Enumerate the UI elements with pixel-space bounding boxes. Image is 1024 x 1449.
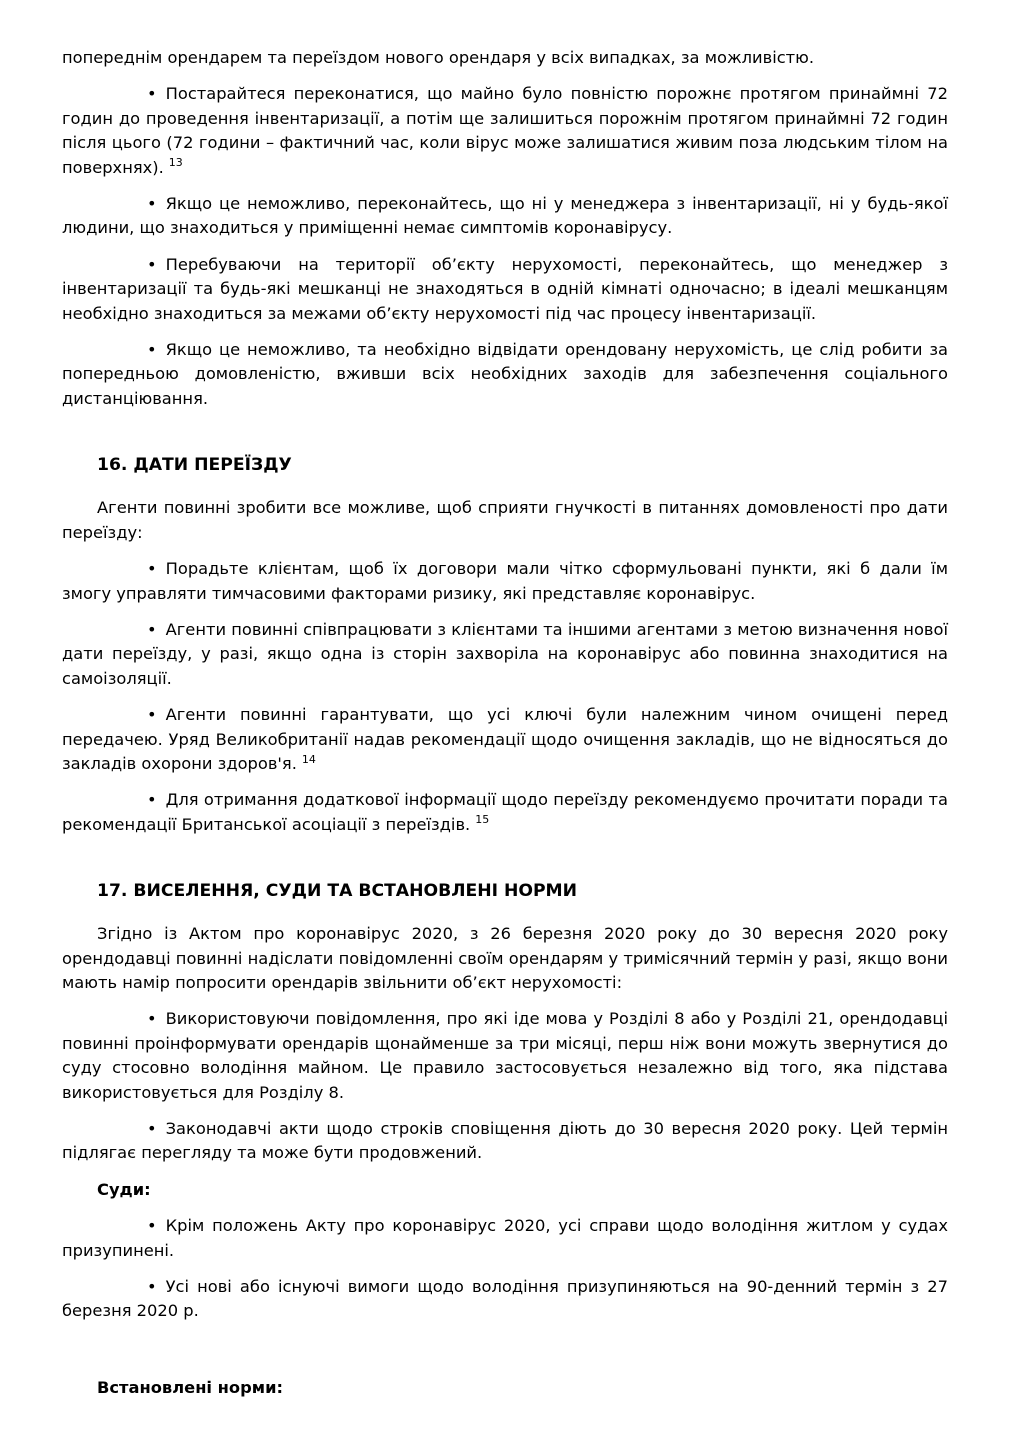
bullet-item bbox=[62, 192, 948, 241]
footnote-ref: 14 bbox=[301, 752, 316, 766]
text-run: Порадьте клієнтам, щоб їх договори мали чітко сформульовані пункти, які б дали їм змогу управляти тимчасовими факторами ризику, які представляє коронавірус. bbox=[62, 559, 948, 603]
document-body bbox=[62, 46, 948, 1400]
bullet-glyph: • bbox=[147, 559, 157, 579]
paragraph bbox=[62, 496, 948, 545]
bullet-glyph: • bbox=[147, 619, 157, 639]
text-run: Встановлені норми: bbox=[97, 1377, 284, 1397]
text-run: Якщо це неможливо, переконайтесь, що ні у менеджера з інвентаризації, ні у будь-якої людини, що знаходиться у приміщенні немає симптомів коронавірусу. bbox=[62, 194, 948, 238]
sub-heading bbox=[62, 1376, 948, 1400]
bullet-glyph: • bbox=[147, 194, 157, 214]
bullet-glyph: • bbox=[147, 1216, 157, 1236]
bullet-glyph: • bbox=[147, 705, 157, 725]
bullet-item bbox=[62, 1275, 948, 1324]
text-run: Агенти повинні зробити все можливе, щоб сприяти гнучкості в питаннях домовленості про дати переїзду: bbox=[62, 498, 948, 542]
bullet-item bbox=[62, 82, 948, 180]
paragraph bbox=[62, 922, 948, 995]
bullet-glyph: • bbox=[147, 1277, 157, 1297]
section-heading bbox=[62, 453, 948, 478]
bullet-glyph: • bbox=[147, 254, 157, 274]
text-run: Постарайтеся переконатися, що майно було повністю порожнє протягом принаймні 72 годин до проведення інвентаризації, а потім ще залишиться порожнім протягом принаймні 72 годин після цього (72 години – фактичний час, коли вірус може залишатися живим поза людським тілом на поверхнях). bbox=[62, 84, 948, 177]
text-run: Законодавчі акти щодо строків сповіщення діють до 30 вересня 2020 року. Цей термін підлягає перегляду та може бути продовжений. bbox=[62, 1119, 948, 1163]
sub-heading bbox=[62, 1178, 948, 1202]
bullet-item bbox=[62, 1117, 948, 1166]
section-heading bbox=[62, 879, 948, 904]
text-run: Згідно із Актом про коронавірус 2020, з 26 березня 2020 року до 30 вересня 2020 року орендодавці повинні надіслати повідомленні своїм орендарям у тримісячний термін у разі, якщо вони мають намір попросити орендарів звільнити об’єкт нерухомості: bbox=[62, 924, 948, 992]
text-run: Агенти повинні співпрацювати з клієнтами та іншими агентами з метою визначення нової дати переїзду, у разі, якщо одна із сторін захворіла на коронавірус або повинна знаходитися на самоізоляції. bbox=[62, 619, 948, 688]
bullet-glyph: • bbox=[147, 1009, 157, 1029]
bullet-item bbox=[62, 557, 948, 606]
text-run: Крім положень Акту про коронавірус 2020, усі справи щодо володіння житлом у судах призупинені. bbox=[62, 1216, 948, 1260]
bullet-item bbox=[62, 338, 948, 411]
text-run: Якщо це неможливо, та необхідно відвідати орендовану нерухомість, це слід робити за попередньою домовленістю, вживши всіх необхідних заходів для забезпечення соціального дистанціювання. bbox=[62, 340, 948, 408]
bullet-item bbox=[62, 1214, 948, 1263]
text-run: Агенти повинні гарантувати, що усі ключі були належним чином очищені перед передачею. Уряд Великобританії надав рекомендації щодо очищення закладів, що не відносяться до закладів охорони здоров'я. bbox=[62, 705, 948, 773]
text-run: Використовуючи повідомлення, про які іде мова у Розділі 8 або у Розділі 21, орендодавці повинні проінформувати орендарів щонайменше за три місяці, перш ніж вони можуть звернутися до суду стосовно володіння майном. Це правило застосовується незалежно від того, яка підстава використовується для Розділу 8. bbox=[62, 1009, 948, 1102]
bullet-glyph: • bbox=[147, 790, 157, 810]
bullet-item bbox=[62, 253, 948, 326]
text-run: 17. ВИСЕЛЕННЯ, СУДИ ТА ВСТАНОВЛЕНІ НОРМИ bbox=[97, 881, 578, 902]
bullet-glyph: • bbox=[147, 340, 157, 360]
text-run: Перебуваючи на території об’єкту нерухомості, переконайтесь, що менеджер з інвентаризації та будь-які мешканці не знаходяться в одній кімнаті одночасно; в ідеалі мешканцям необхідно знаходиться за межами об’єкту нерухомості під час процесу інвентаризації. bbox=[62, 254, 948, 323]
text-run: попереднім орендарем та переїздом нового орендаря у всіх випадках, за можливістю. bbox=[62, 48, 815, 67]
bullet-glyph: • bbox=[147, 84, 157, 104]
text-run: Суди: bbox=[97, 1179, 151, 1199]
bullet-item bbox=[62, 788, 948, 837]
text-run: Для отримання додаткової інформації щодо переїзду рекомендуємо прочитати поради та рекомендації Британської асоціації з переїздів. bbox=[62, 790, 948, 834]
bullet-item bbox=[62, 618, 948, 691]
text-run: 16. ДАТИ ПЕРЕЇЗДУ bbox=[97, 455, 292, 476]
bullet-item bbox=[62, 703, 948, 776]
bullet-glyph: • bbox=[147, 1119, 157, 1138]
bullet-item bbox=[62, 1007, 948, 1105]
footnote-ref: 15 bbox=[475, 813, 490, 827]
text-run: Усі нові або існуючі вимоги щодо володіння призупиняються на 90-денний термін з 27 березня 2020 р. bbox=[62, 1277, 948, 1321]
footnote-ref: 13 bbox=[168, 156, 183, 170]
paragraph-continuation bbox=[62, 46, 948, 70]
